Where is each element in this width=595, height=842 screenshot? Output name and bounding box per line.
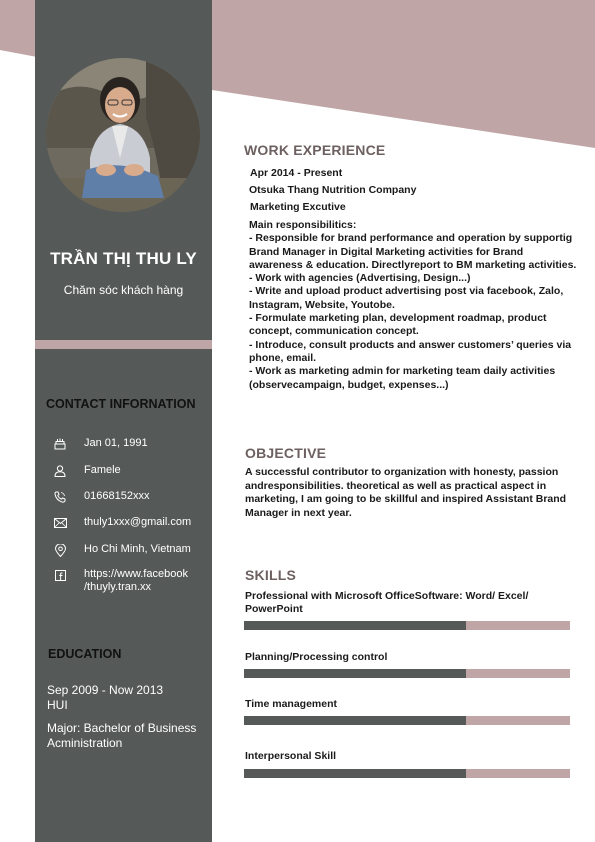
skill-bar-fill [244,716,466,725]
responsibilities-heading: Main responsibilitics: [249,219,357,231]
responsibility-item: - Work with agencies (Advertising, Design...) [249,272,471,285]
skill-bar [244,669,570,678]
sidebar-divider [35,340,212,349]
contact-email-text: thuly1xxx@gmail.com [84,516,192,528]
work-position: Marketing Excutive [250,201,346,213]
profile-photo [46,58,200,212]
skill-bar-fill [244,621,466,630]
skill-label: Professional with Microsoft OfficeSoftware: Word/ Excel/ PowerPoint [245,590,529,615]
skill-bar [244,716,570,725]
profile-role: Chăm sóc khách hàng [63,283,184,297]
responsibility-item: - Responsible for brand performance and operation by supportig Brand Manager in Digital Marketing activities for Brand awareness & education. Directlyreport to BM marketing activities. [249,232,577,271]
skill-label: Interpersonal Skill [245,750,337,762]
skill-label: Time management [245,698,338,710]
location-icon [52,543,68,557]
person-icon [52,464,68,478]
education-school: HUI [47,698,68,712]
cake-icon [52,437,68,451]
skill-bar-fill [244,669,466,678]
skill-bar [244,769,570,778]
skill-label: Planning/Processing control [245,651,388,663]
contact-email [52,516,199,530]
contact-facebook-link[interactable]: https://www.facebook /thuyly.tran.xx [84,568,188,593]
skill-bar [244,621,570,630]
education-section-title: EDUCATION [48,647,122,661]
work-section-title: WORK EXPERIENCE [244,142,386,158]
contact-location [52,543,199,557]
skill-bar-fill [244,769,466,778]
responsibility-item: - Work as marketing admin for marketing team daily activities (observecampaign, budget, expenses...) [249,365,556,391]
education-major: Major: Bachelor of Business Acministration [47,721,197,750]
contact-phone-text: 01668152xxx [84,490,150,502]
phone-icon [52,490,68,504]
contact-birthday [52,437,199,451]
work-responsibilities [249,219,579,392]
objective-section-title: OBJECTIVE [245,445,327,461]
education-period: Sep 2009 - Now 2013 [47,683,164,697]
responsibility-item: - Formulate marketing plan, development roadmap, product concept, communication concept. [249,312,547,338]
contact-phone [52,490,199,504]
responsibility-item: - Introduce, consult products and answer customers’ queries via phone, email. [249,338,572,364]
facebook-icon [52,568,68,582]
mail-icon [52,516,68,530]
responsibility-item: - Write and upload product advertising post via facebook, Zalo, Instagram, Website, Youtobe. [249,285,564,311]
work-period: Apr 2014 - Present [250,167,343,179]
profile-name: TRẦN THỊ THU LY [50,249,197,268]
work-company: Otsuka Thang Nutrition Company [249,184,417,196]
objective-text: A successful contributor to organization with honesty, passion andresponsibilities. theoretical as well as practical aspect in marketing, I am going to be skillful and inspired Assistant Brand Manager in next year. [245,466,567,519]
contact-section-title: CONTACT INFORNATION [46,397,196,411]
contact-location-text: Ho Chi Minh, Vietnam [84,543,191,555]
contact-gender-text: Famele [84,464,121,476]
contact-birthday-text: Jan 01, 1991 [84,437,148,449]
contact-facebook [52,568,199,594]
contact-gender [52,464,199,478]
skills-section-title: SKILLS [245,567,296,583]
